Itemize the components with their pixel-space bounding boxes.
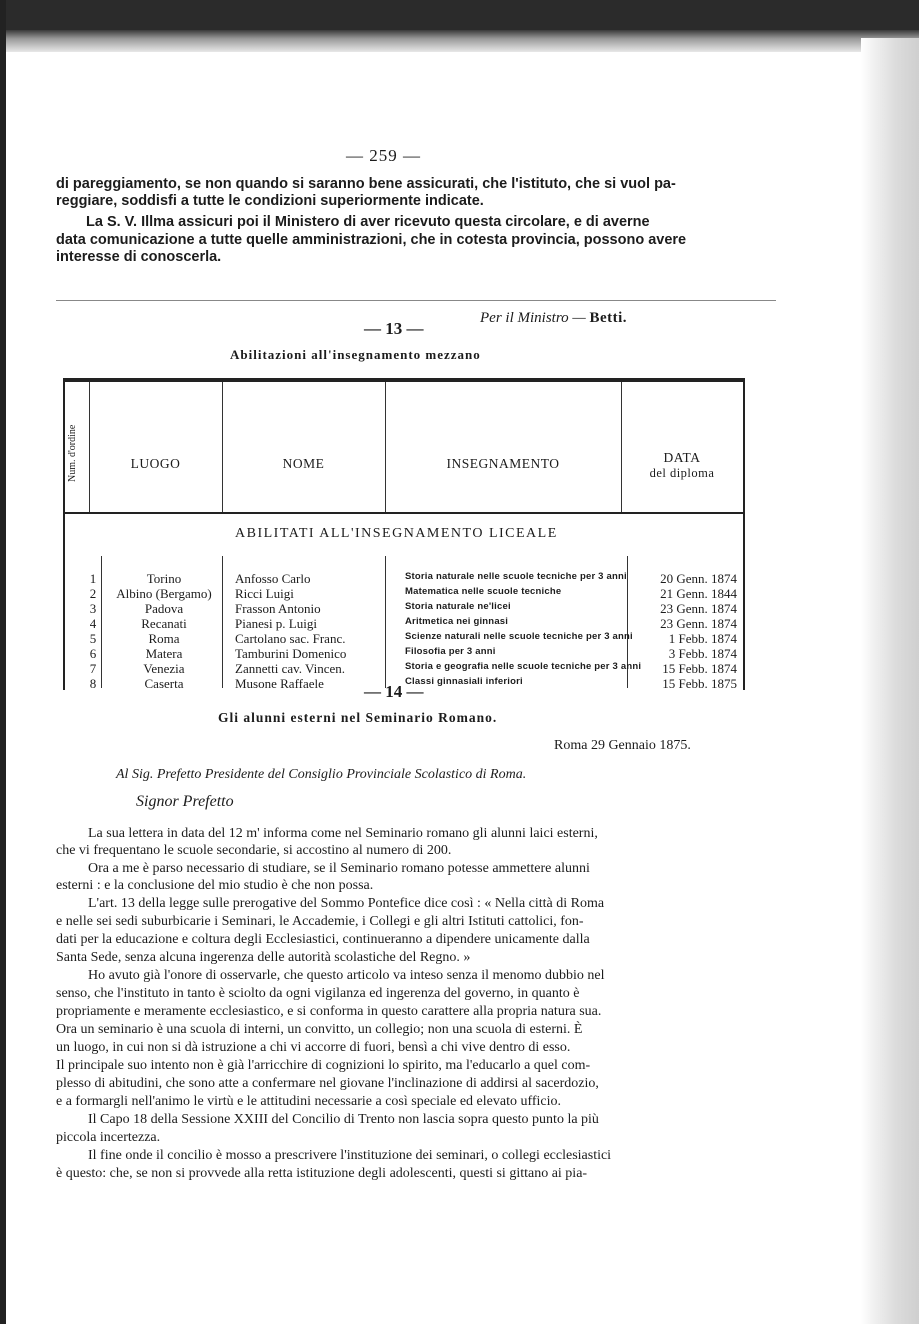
cell-insegnamento: Aritmetica nei ginnasi: [405, 616, 509, 627]
scan-top-border: [0, 0, 919, 38]
section-number: — 13 —: [364, 319, 424, 338]
cell-num: 1: [89, 571, 97, 586]
cell-luogo: Venezia: [143, 661, 185, 676]
section-number: — 14 —: [364, 682, 424, 701]
cell-insegnamento: Storia naturale ne'licei: [405, 601, 511, 612]
intro-line: interesse di conoscerla.: [56, 249, 222, 265]
body-line: dati per la educazione e coltura degli Ecclesiastici, continueranno a dipendere unicamente dalla: [56, 932, 590, 947]
signature-name: Betti.: [589, 310, 628, 326]
body-line: un luogo, in cui non si dà istruzione a chi vi accorre di fuori, bensì a chi vive dentro di esso.: [56, 1040, 571, 1055]
cell-num: 6: [89, 646, 97, 661]
cell-num: 7: [89, 661, 97, 676]
body-line: piccola incertezza.: [56, 1130, 161, 1145]
cell-insegnamento: Storia naturale nelle scuole tecniche per 3 anni: [405, 571, 627, 582]
cell-data: 23 Genn. 1874: [660, 616, 737, 631]
cell-num: 4: [89, 616, 97, 631]
table-subheading: ABILITATI ALL'INSEGNAMENTO LICEALE: [235, 526, 558, 541]
page-number: — 259 —: [346, 146, 421, 165]
cell-nome: Cartolano sac. Franc.: [235, 631, 346, 646]
intro-line: La S. V. Illma assicuri poi il Ministero di aver ricevuto questa circolare, e di averne: [86, 214, 650, 230]
cell-nome: Tamburini Domenico: [235, 646, 347, 661]
cell-nome: Anfosso Carlo: [235, 571, 311, 586]
cell-insegnamento: Storia e geografia nelle scuole tecniche per 3 anni: [405, 661, 642, 672]
body-line: e nelle sei sedi suburbicarie i Seminari, le Accademie, i Collegi e gli altri Istituti cattolici, fon-: [56, 914, 584, 929]
cell-data: 21 Genn. 1844: [660, 586, 737, 601]
cell-luogo: Torino: [146, 571, 182, 586]
signature: [480, 310, 627, 327]
cell-luogo: Caserta: [144, 676, 184, 691]
intro-line: data comunicazione a tutte quelle amministrazioni, che in cotesta provincia, possono avere: [56, 232, 687, 248]
cell-num: 2: [89, 586, 97, 601]
document-page: [6, 38, 861, 1324]
body-line: L'art. 13 della legge sulle prerogative del Sommo Pontefice dice così : « Nella città di Roma: [88, 896, 605, 911]
dateline: Roma 29 Gennaio 1875.: [554, 738, 691, 753]
header-data-sub: del diploma: [649, 466, 715, 480]
cell-insegnamento: Scienze naturali nelle scuole tecniche per 3 anni: [405, 631, 633, 642]
divider: [56, 300, 776, 301]
section-title: Abilitazioni all'insegnamento mezzano: [230, 347, 481, 362]
cell-nome: Frasson Antonio: [235, 601, 321, 616]
cell-luogo: Padova: [144, 601, 184, 616]
body-line: Ora a me è parso necessario di studiare, se il Seminario romano potesse ammettere alunni: [88, 861, 590, 876]
cell-nome: Zannetti cav. Vincen.: [235, 661, 346, 676]
cell-data: 15 Febb. 1875: [662, 676, 737, 691]
body-line: è questo: che, se non si provvede alla retta istituzione degli adolescenti, questi si gittano ai pia-: [56, 1166, 588, 1181]
abilitazioni-table: [63, 378, 745, 690]
intro-line: di pareggiamento, se non quando si saranno bene assicurati, che l'istituto, che si vuol pa-: [56, 176, 676, 192]
body-line: La sua lettera in data del 12 m' informa come nel Seminario romano gli alunni laici esterni,: [88, 826, 598, 841]
cell-num: 3: [89, 601, 97, 616]
header-luogo: LUOGO: [130, 456, 181, 471]
header-num: Num. d'ordine: [67, 424, 78, 482]
cell-num: 8: [89, 676, 97, 691]
header-data: DATA: [663, 450, 701, 465]
header-insegnamento: INSEGNAMENTO: [446, 456, 560, 471]
cell-insegnamento: Classi ginnasiali inferiori: [405, 676, 523, 687]
section-title: Gli alunni esterni nel Seminario Romano.: [218, 710, 498, 725]
signature-prefix: Per il Ministro —: [480, 310, 586, 326]
header-nome: NOME: [282, 456, 325, 471]
cell-data: 20 Genn. 1874: [660, 571, 737, 586]
body-line: esterni : e la conclusione del mio studio è che non possa.: [56, 878, 374, 893]
addressee: Al Sig. Prefetto Presidente del Consiglio Provinciale Scolastico di Roma.: [116, 767, 527, 782]
cell-insegnamento: Filosofia per 3 anni: [405, 646, 496, 657]
body-line: plesso di abitudini, che sono atte a confermare nel giovane l'inclinazione di addirsi al sacerdozio,: [56, 1076, 599, 1091]
body-line: che vi frequentano le scuole secondarie, si accostino al numero di 200.: [56, 843, 452, 858]
body-line: Ora un seminario è una scuola di interni, un convitto, un collegio; non una scuola di esterni. È: [56, 1022, 583, 1037]
cell-luogo: Recanati: [141, 616, 187, 631]
body-line: Il principale suo intento non è già l'arricchire di cognizioni lo spirito, ma l'educarlo a quel com-: [56, 1058, 591, 1073]
page-edge-shadow: [861, 38, 919, 1324]
cell-luogo: Roma: [148, 631, 180, 646]
body-line: Il fine onde il concilio è mosso a prescrivere l'instituzione dei seminari, o collegi ecclesiastici: [88, 1148, 612, 1163]
salutation: Signor Prefetto: [136, 793, 234, 810]
cell-nome: Pianesi p. Luigi: [235, 616, 317, 631]
body-line: e a formargli nell'animo le virtù e le attitudini necessarie a così speciale ed elevato ufficio.: [56, 1094, 562, 1109]
cell-data: 15 Febb. 1874: [662, 661, 737, 676]
cell-luogo: Matera: [145, 646, 183, 661]
body-line: Il Capo 18 della Sessione XXIII del Concilio di Trento non lascia sopra questo punto la più: [88, 1112, 599, 1127]
intro-line: reggiare, soddisfi a tutte le condizioni superiormente indicate.: [56, 193, 484, 209]
cell-luogo: Albino (Bergamo): [116, 586, 212, 601]
cell-data: 3 Febb. 1874: [668, 646, 737, 661]
cell-num: 5: [89, 631, 97, 646]
cell-nome: Musone Raffaele: [235, 676, 324, 691]
cell-nome: Ricci Luigi: [235, 586, 294, 601]
cell-data: 1 Febb. 1874: [668, 631, 737, 646]
cell-insegnamento: Matematica nelle scuole tecniche: [405, 586, 562, 597]
body-line: propriamente e meramente ecclesiastico, e si conforma in questo carattere alla propria natura sua.: [56, 1004, 602, 1019]
cell-data: 23 Genn. 1874: [660, 601, 737, 616]
body-line: Santa Sede, senza alcuna ingerenza delle autorità scolastiche del Regno. »: [56, 950, 471, 965]
body-line: senso, che l'instituto in tanto è sciolto da ogni vigilanza ed ingerenza del governo, in quanto è: [56, 986, 580, 1001]
body-line: Ho avuto già l'onore di osservarle, che questo articolo va inteso senza il menomo dubbio nel: [88, 968, 605, 983]
